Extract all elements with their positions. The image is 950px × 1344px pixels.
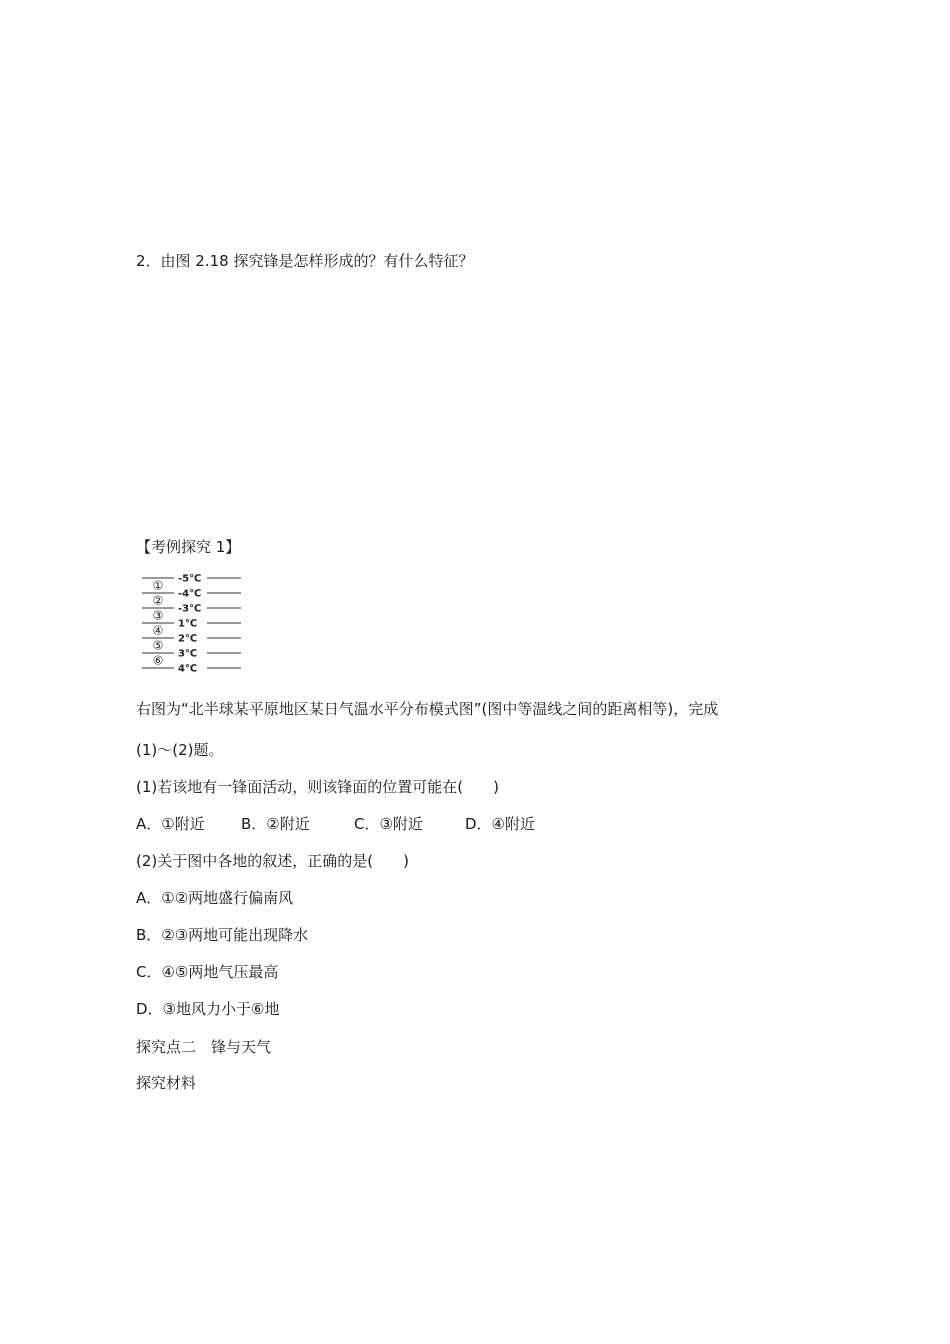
q1-option-a: A．①附近 <box>136 815 205 833</box>
isotherm-label: 3℃ <box>178 648 198 660</box>
q1-options <box>136 814 535 834</box>
location-marker: ② <box>152 593 164 608</box>
q1-option-c: C．③附近 <box>354 815 423 833</box>
q2-option-a: A．①②两地盛行偏南风 <box>136 889 294 907</box>
q1-option-b: B．②附近 <box>241 815 310 833</box>
section-title: 探究点二 锋与天气 <box>136 1038 272 1056</box>
isotherm-label: -5℃ <box>178 573 202 585</box>
location-marker: ① <box>152 578 164 593</box>
location-marker: ④ <box>152 623 164 638</box>
isotherm-label: -3℃ <box>178 603 202 615</box>
isotherm-label: 1℃ <box>178 618 198 630</box>
q2-option-c: C．④⑤两地气压最高 <box>136 963 279 981</box>
location-marker: ⑤ <box>152 638 164 653</box>
q2-option-d: D．③地风力小于⑥地 <box>136 1000 280 1018</box>
q1-option-d: D．④附近 <box>465 815 535 833</box>
intro-line-2: (1)～(2)题。 <box>136 741 224 759</box>
location-marker: ⑥ <box>152 653 164 668</box>
location-marker: ③ <box>152 608 164 623</box>
example-heading: 【考例探究 1】 <box>136 538 241 556</box>
q2-option-b: B．②③两地可能出现降水 <box>136 926 309 944</box>
isotherm-figure <box>140 570 250 678</box>
isotherm-label: 2℃ <box>178 633 198 645</box>
q1-stem: (1)若该地有一锋面活动，则该锋面的位置可能在( ) <box>136 778 499 796</box>
question-2: 2．由图 2.18 探究锋是怎样形成的？有什么特征？ <box>136 252 474 270</box>
material-label: 探究材料 <box>136 1074 197 1092</box>
isotherm-label: -4℃ <box>178 588 202 600</box>
q2-stem: (2)关于图中各地的叙述，正确的是( ) <box>136 852 409 870</box>
intro-line-1: 右图为“北半球某平原地区某日气温水平分布模式图”(图中等温线之间的距离相等)，完成 <box>136 700 719 718</box>
location-markers <box>153 579 164 668</box>
isotherm-label: 4℃ <box>178 663 198 675</box>
